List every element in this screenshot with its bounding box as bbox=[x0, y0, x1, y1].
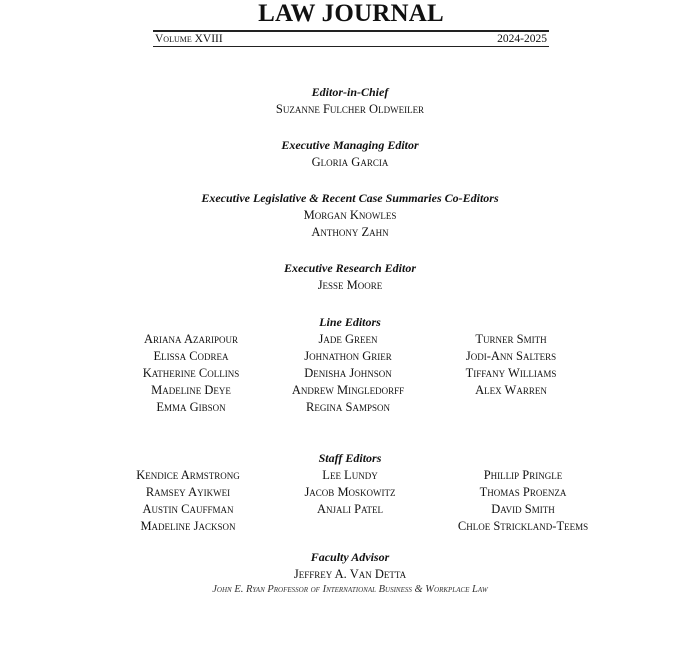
advisor-name: Jeffrey A. Van Detta bbox=[293, 567, 407, 581]
editor-name: Ariana Azaripour bbox=[143, 332, 238, 346]
editor-name: Thomas Proenza bbox=[479, 485, 567, 499]
volume-row bbox=[153, 32, 549, 46]
editor-name: Madeline Deye bbox=[151, 383, 231, 397]
section-heading: Executive Managing Editor bbox=[281, 138, 419, 152]
editor-name: Kendice Armstrong bbox=[136, 468, 240, 482]
executive-research-editor-section bbox=[0, 260, 700, 294]
editor-name: Jade Green bbox=[318, 332, 378, 346]
editor-name: Regina Sampson bbox=[306, 400, 390, 414]
staff-editors-column-1 bbox=[136, 467, 240, 535]
journal-title: LAW JOURNAL bbox=[258, 0, 444, 27]
section-heading: Line Editors bbox=[319, 315, 381, 329]
editor-name: Andrew Mingledorff bbox=[291, 383, 405, 397]
editor-name: Elissa Codrea bbox=[153, 349, 229, 363]
editor-name: Ramsey Ayikwei bbox=[145, 485, 231, 499]
section-heading: Executive Research Editor bbox=[284, 261, 416, 275]
staff-editors-heading-block bbox=[0, 450, 700, 467]
executive-legislative-section bbox=[0, 190, 700, 241]
editor-name: Phillip Pringle bbox=[483, 468, 563, 482]
section-heading: Faculty Advisor bbox=[310, 550, 390, 564]
line-editors-heading-block bbox=[0, 314, 700, 331]
editor-name: Johnathon Grier bbox=[304, 349, 392, 363]
editor-name: Gloria Garcia bbox=[311, 155, 389, 169]
executive-managing-editor-section bbox=[0, 137, 700, 171]
editor-name: Suzanne Fulcher Oldweiler bbox=[275, 102, 425, 116]
editor-name: Morgan Knowles bbox=[303, 208, 397, 222]
advisor-title: John E. Ryan Professor of International Business & Workplace Law bbox=[212, 584, 488, 595]
editor-name: Jodi-Ann Salters bbox=[465, 349, 557, 363]
editor-name: Tiffany Williams bbox=[465, 366, 557, 380]
section-heading: Editor-in-Chief bbox=[311, 85, 389, 99]
volume-years: 2024-2025 bbox=[497, 33, 547, 45]
staff-editors-column-2 bbox=[304, 467, 395, 518]
editor-name: Jacob Moskowitz bbox=[304, 485, 396, 499]
editor-name: Madeline Jackson bbox=[140, 519, 236, 533]
editor-name: Alex Warren bbox=[475, 383, 547, 397]
editor-name: David Smith bbox=[491, 502, 555, 516]
line-editors-column-1 bbox=[143, 331, 239, 416]
editor-name: Chloe Strickland-Teems bbox=[457, 519, 589, 533]
section-heading: Executive Legislative & Recent Case Summaries Co-Editors bbox=[201, 191, 499, 205]
faculty-advisor-section bbox=[0, 549, 700, 597]
editor-name: Katherine Collins bbox=[142, 366, 240, 380]
masthead-rule-bottom bbox=[153, 46, 549, 47]
editor-name: Denisha Johnson bbox=[304, 366, 392, 380]
editor-name: Austin Cauffman bbox=[142, 502, 234, 516]
line-editors-column-2 bbox=[292, 331, 404, 416]
editor-in-chief-section bbox=[0, 84, 700, 118]
staff-editors-column-3 bbox=[458, 467, 588, 535]
editor-name: Jesse Moore bbox=[317, 278, 383, 292]
volume-label: Volume XVIII bbox=[155, 33, 223, 45]
editor-name: Turner Smith bbox=[475, 332, 547, 346]
editor-name: Anthony Zahn bbox=[311, 225, 389, 239]
section-heading: Staff Editors bbox=[318, 451, 382, 465]
line-editors-column-3 bbox=[466, 331, 557, 399]
editor-name: Emma Gibson bbox=[156, 400, 226, 414]
editor-name: Anjali Patel bbox=[316, 502, 384, 516]
masthead bbox=[153, 0, 549, 47]
editor-name: Lee Lundy bbox=[322, 468, 378, 482]
